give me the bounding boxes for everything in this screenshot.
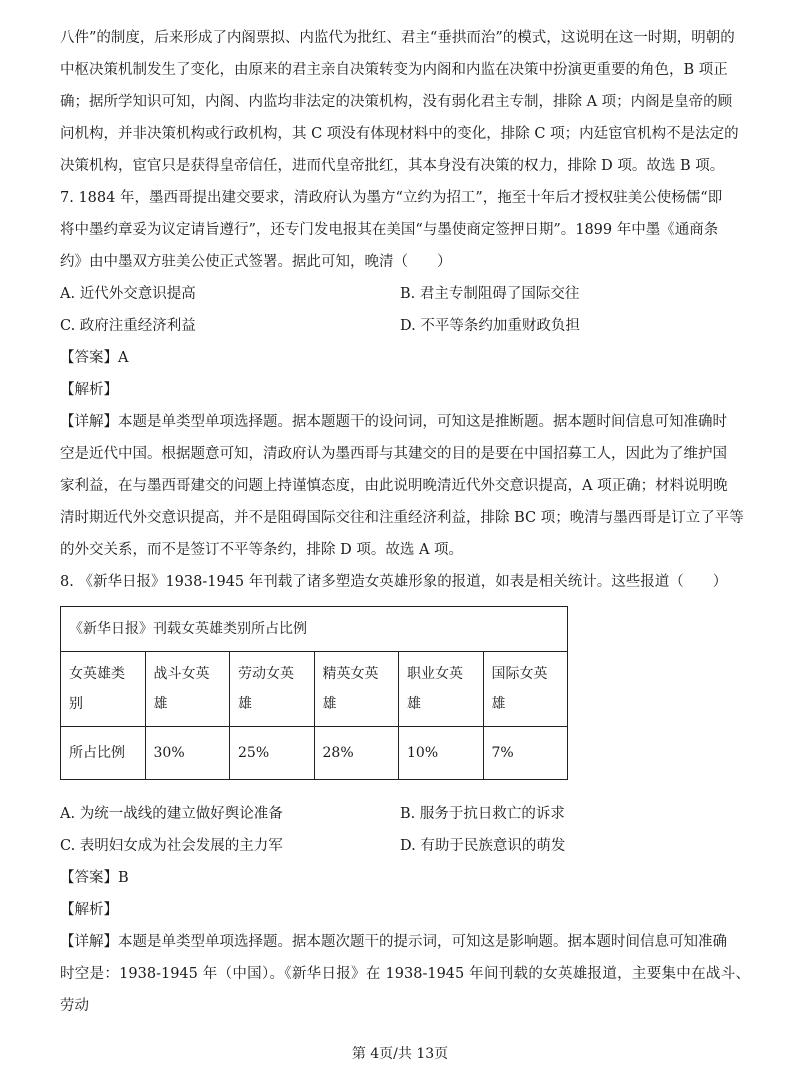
table-value: 10%	[399, 727, 484, 780]
table-category: 精英女英雄	[314, 652, 399, 727]
table-value: 25%	[230, 727, 315, 780]
table-header-row	[61, 652, 568, 727]
spacer	[60, 780, 750, 798]
option-b: B. 君主专制阻碍了国际交往	[400, 286, 580, 302]
question-7	[60, 182, 750, 566]
option-c: C. 表明妇女成为社会发展的主力军	[60, 838, 283, 854]
table-row-label: 所占比例	[61, 727, 146, 780]
options-row	[60, 830, 750, 862]
table-value: 28%	[314, 727, 399, 780]
detail-line: 【详解】本题是单类型单项选择题。据本题次题干的提示词，可知这是影响题。据本题时间信息可知准确	[60, 934, 727, 950]
analysis-label: 【解析】	[60, 902, 118, 918]
detail-line: 家利益，在与墨西哥建交的问题上持谨慎态度，由此说明晚清近代外交意识提高，A 项正确；材料说明晚	[60, 478, 728, 494]
table-category: 战斗女英雄	[145, 652, 230, 727]
options-row	[60, 278, 750, 310]
table-header-label: 女英雄类别	[61, 652, 146, 727]
table-category: 职业女英雄	[399, 652, 484, 727]
detail-line: 空是近代中国。根据题意可知，清政府认为墨西哥与其建交的目的是要在中国招募工人，因此为了维护国	[60, 446, 727, 462]
question-8	[60, 566, 750, 1022]
option-b: B. 服务于抗日救亡的诉求	[400, 806, 565, 822]
options-row	[60, 798, 750, 830]
detail-line: 清时期近代外交意识提高，并不是阻碍国际交往和注重经济利益，排除 BC 项；晚清与墨西哥是订立了平等	[60, 510, 744, 526]
table-category: 国际女英雄	[483, 652, 568, 727]
table-value-row	[61, 727, 568, 780]
options-row	[60, 310, 750, 342]
analysis-label: 【解析】	[60, 382, 118, 398]
detail-line: 的外交关系，而不是签订不平等条约，排除 D 项。故选 A 项。	[60, 542, 464, 558]
question-stem-line: 将中墨约章妥为议定请旨遵行”，还专门发电报其在美国“与墨使商定签押日期”。1899 年中墨《通商条	[60, 222, 719, 238]
text-line: 问机构，并非决策机构或行政机构，其 C 项没有体现材料中的变化，排除 C 项；内廷宦官机构不是法定的	[60, 126, 739, 142]
detail-line: 【详解】本题是单类型单项选择题。据本题题干的设问词，可知这是推断题。据本题时间信息可知准确时	[60, 414, 727, 430]
question-stem-line: 约》由中墨双方驻美公使正式签署。据此可知，晚清（ ）	[60, 254, 452, 270]
question-stem-line: 7. 1884 年，墨西哥提出建交要求，清政府认为墨方“立约为招工”，拖至十年后才授权驻美公使杨儒“即	[60, 190, 723, 206]
statistics-table	[60, 606, 568, 780]
table-value: 30%	[145, 727, 230, 780]
exam-page	[60, 22, 750, 1022]
table-caption: 《新华日报》刊载女英雄类别所占比例	[61, 607, 568, 652]
text-line: 八件”的制度，后来形成了内阁票拟、内监代为批红、君主“垂拱而治”的模式，这说明在这一时期，明朝的	[60, 30, 735, 46]
text-line: 确；据所学知识可知，内阁、内监均非法定的决策机构，没有弱化君主专制，排除 A 项；内阁是皇帝的顾	[60, 94, 733, 110]
page-number: 第 4页/共 13页	[351, 1046, 449, 1062]
option-c: C. 政府注重经济利益	[60, 318, 196, 334]
answer-label: 【答案】A	[60, 350, 129, 366]
option-a: A. 为统一战线的建立做好舆论准备	[60, 806, 283, 822]
detail-line: 时空是：1938-1945 年（中国）。《新华日报》在 1938-1945 年间刊载的女英雄报道，主要集中在战斗、劳动	[60, 966, 750, 1014]
q6-analysis-continued	[60, 22, 750, 182]
text-line: 中枢决策机制发生了变化，由原来的君主亲自决策转变为内阁和内监在决策中扮演更重要的角色，B 项正	[60, 62, 728, 78]
answer-label: 【答案】B	[60, 870, 129, 886]
table-value: 7%	[483, 727, 568, 780]
option-d: D. 不平等条约加重财政负担	[400, 318, 580, 334]
question-stem-line: 8. 《新华日报》1938-1945 年刊载了诸多塑造女英雄形象的报道，如表是相关统计。这些报道（ ）	[60, 574, 728, 590]
option-d: D. 有助于民族意识的萌发	[400, 838, 566, 854]
table-category: 劳动女英雄	[230, 652, 315, 727]
text-line: 决策机构，宦官只是获得皇帝信任，进而代皇帝批红，其本身没有决策的权力，排除 D 项。故选 B 项。	[60, 158, 725, 174]
option-a: A. 近代外交意识提高	[60, 286, 196, 302]
